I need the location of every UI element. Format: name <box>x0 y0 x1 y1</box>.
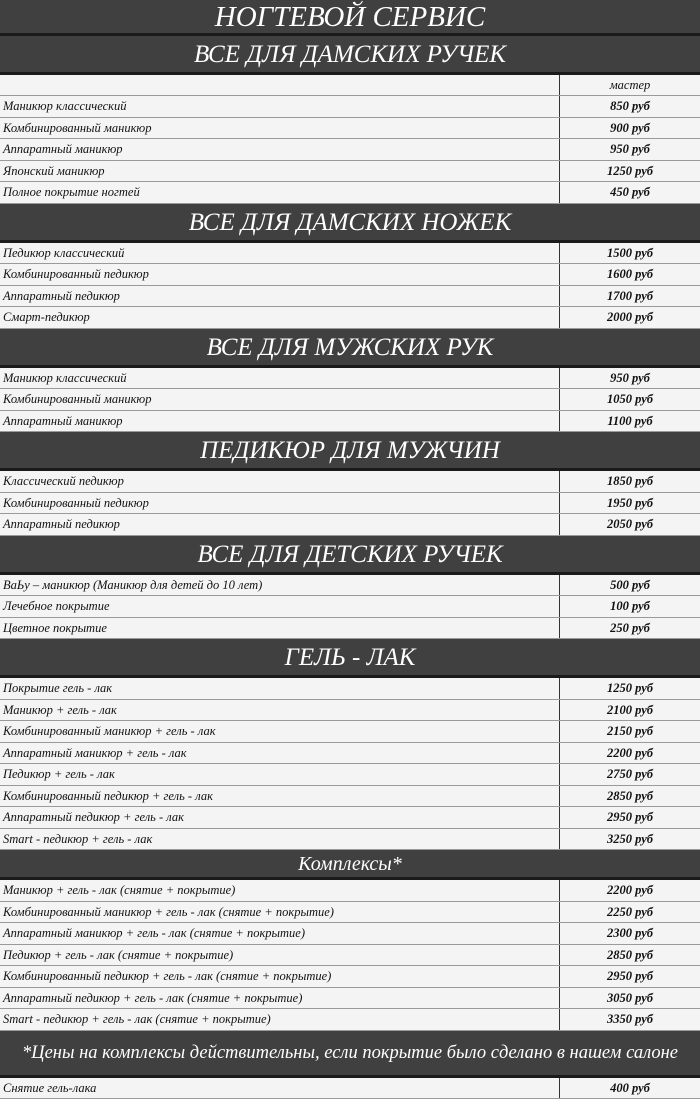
service-name: BaЬy – маникюр (Маникюр для детей до 10 лет) <box>0 575 560 596</box>
service-price: 2950 руб <box>560 807 700 828</box>
service-price: 2000 руб <box>560 307 700 328</box>
table-row <box>0 368 700 390</box>
service-name: Аппаратный маникюр <box>0 139 560 160</box>
table-row <box>0 700 700 722</box>
page-title: НОГТЕВОЙ СЕРВИС <box>0 0 700 36</box>
table-row <box>0 678 700 700</box>
table-row <box>0 902 700 924</box>
service-price: 2250 руб <box>560 902 700 923</box>
service-name: Педикюр + гель - лак <box>0 764 560 785</box>
service-name: Маникюр + гель - лак (снятие + покрытие) <box>0 880 560 901</box>
service-name: Цветное покрытие <box>0 618 560 639</box>
table-row <box>0 243 700 265</box>
table-row <box>0 514 700 536</box>
service-name: Комбинированный маникюр + гель - лак (снятие + покрытие) <box>0 902 560 923</box>
service-name: Аппаратный маникюр + гель - лак <box>0 743 560 764</box>
service-price: 2050 руб <box>560 514 700 535</box>
service-name: Полное покрытие ногтей <box>0 182 560 203</box>
note-banner: *Цены на комплексы действительны, если покрытие было сделано в нашем салоне <box>0 1031 700 1078</box>
service-price: 2200 руб <box>560 880 700 901</box>
service-price: 950 руб <box>560 368 700 389</box>
service-name: Комбинированный маникюр <box>0 118 560 139</box>
service-name: Комбинированный педикюр + гель - лак <box>0 786 560 807</box>
table-row <box>0 264 700 286</box>
section-header: ВСЕ ДЛЯ ДЕТСКИХ РУЧЕК <box>0 536 700 575</box>
service-name: Комбинированный педикюр <box>0 264 560 285</box>
table-row <box>0 471 700 493</box>
service-price: 900 руб <box>560 118 700 139</box>
table-row <box>0 286 700 308</box>
service-name: Аппаратный педикюр + гель - лак (снятие + покрытие) <box>0 988 560 1009</box>
service-price: 400 руб <box>560 1078 700 1099</box>
service-name: Smart - педикюр + гель - лак <box>0 829 560 850</box>
table-row <box>0 966 700 988</box>
service-name: Комбинированный педикюр + гель - лак (снятие + покрытие) <box>0 966 560 987</box>
service-price: 2100 руб <box>560 700 700 721</box>
table-row <box>0 786 700 808</box>
service-price: 3050 руб <box>560 988 700 1009</box>
table-row <box>0 923 700 945</box>
table-row <box>0 721 700 743</box>
service-name: Классический педикюр <box>0 471 560 492</box>
table-row <box>0 1078 700 1099</box>
service-price: 1250 руб <box>560 161 700 182</box>
table-row <box>0 829 700 851</box>
service-price: 3350 руб <box>560 1009 700 1030</box>
service-name: Маникюр классический <box>0 96 560 117</box>
service-name: Аппаратный педикюр <box>0 286 560 307</box>
service-name: Педикюр + гель - лак (снятие + покрытие) <box>0 945 560 966</box>
section-header: ВСЕ ДЛЯ ДАМСКИХ РУЧЕК <box>0 36 700 75</box>
table-row <box>0 118 700 140</box>
table-row <box>0 493 700 515</box>
table-row <box>0 307 700 329</box>
service-name: Аппаратный педикюр + гель - лак <box>0 807 560 828</box>
table-row <box>0 880 700 902</box>
table-row <box>0 764 700 786</box>
price-list <box>0 36 700 1099</box>
service-price: 950 руб <box>560 139 700 160</box>
table-row <box>0 96 700 118</box>
table-row <box>0 945 700 967</box>
section-header: ВСЕ ДЛЯ ДАМСКИХ НОЖЕК <box>0 204 700 243</box>
service-name: Японский маникюр <box>0 161 560 182</box>
section-header: ГЕЛЬ - ЛАК <box>0 639 700 678</box>
table-row <box>0 618 700 640</box>
section-header: ВСЕ ДЛЯ МУЖСКИХ РУК <box>0 329 700 368</box>
table-row <box>0 411 700 433</box>
service-price: 2850 руб <box>560 945 700 966</box>
table-row <box>0 807 700 829</box>
column-header-service <box>0 75 560 95</box>
service-name: Маникюр классический <box>0 368 560 389</box>
service-name: Комбинированный маникюр + гель - лак <box>0 721 560 742</box>
service-price: 1850 руб <box>560 471 700 492</box>
service-name: Маникюр + гель - лак <box>0 700 560 721</box>
service-price: 250 руб <box>560 618 700 639</box>
table-row <box>0 182 700 204</box>
service-price: 1700 руб <box>560 286 700 307</box>
service-price: 2200 руб <box>560 743 700 764</box>
service-price: 2150 руб <box>560 721 700 742</box>
service-name: Покрытие гель - лак <box>0 678 560 699</box>
column-header-master: мастер <box>560 75 700 95</box>
service-price: 1950 руб <box>560 493 700 514</box>
table-row <box>0 596 700 618</box>
service-name: Аппаратный маникюр <box>0 411 560 432</box>
service-name: Аппаратный педикюр <box>0 514 560 535</box>
service-name: Smart - педикюр + гель - лак (снятие + покрытие) <box>0 1009 560 1030</box>
table-row <box>0 389 700 411</box>
service-price: 1050 руб <box>560 389 700 410</box>
service-name: Педикюр классический <box>0 243 560 264</box>
service-price: 2850 руб <box>560 786 700 807</box>
table-row <box>0 161 700 183</box>
service-price: 2300 руб <box>560 923 700 944</box>
service-price: 3250 руб <box>560 829 700 850</box>
service-price: 1500 руб <box>560 243 700 264</box>
table-row <box>0 139 700 161</box>
table-row <box>0 743 700 765</box>
service-price: 1100 руб <box>560 411 700 432</box>
table-row <box>0 988 700 1010</box>
service-price: 1600 руб <box>560 264 700 285</box>
section-header: Комплексы* <box>0 850 700 880</box>
service-price: 1250 руб <box>560 678 700 699</box>
service-price: 450 руб <box>560 182 700 203</box>
service-price: 2950 руб <box>560 966 700 987</box>
service-price: 100 руб <box>560 596 700 617</box>
service-name: Смарт-педикюр <box>0 307 560 328</box>
table-row <box>0 1009 700 1031</box>
service-price: 2750 руб <box>560 764 700 785</box>
service-name: Комбинированный педикюр <box>0 493 560 514</box>
service-name: Снятие гель-лака <box>0 1078 560 1099</box>
service-name: Лечебное покрытие <box>0 596 560 617</box>
service-name: Комбинированный маникюр <box>0 389 560 410</box>
section-header: ПЕДИКЮР ДЛЯ МУЖЧИН <box>0 432 700 471</box>
service-price: 500 руб <box>560 575 700 596</box>
column-header-row <box>0 75 700 96</box>
table-row <box>0 575 700 597</box>
service-name: Аппаратный маникюр + гель - лак (снятие + покрытие) <box>0 923 560 944</box>
service-price: 850 руб <box>560 96 700 117</box>
